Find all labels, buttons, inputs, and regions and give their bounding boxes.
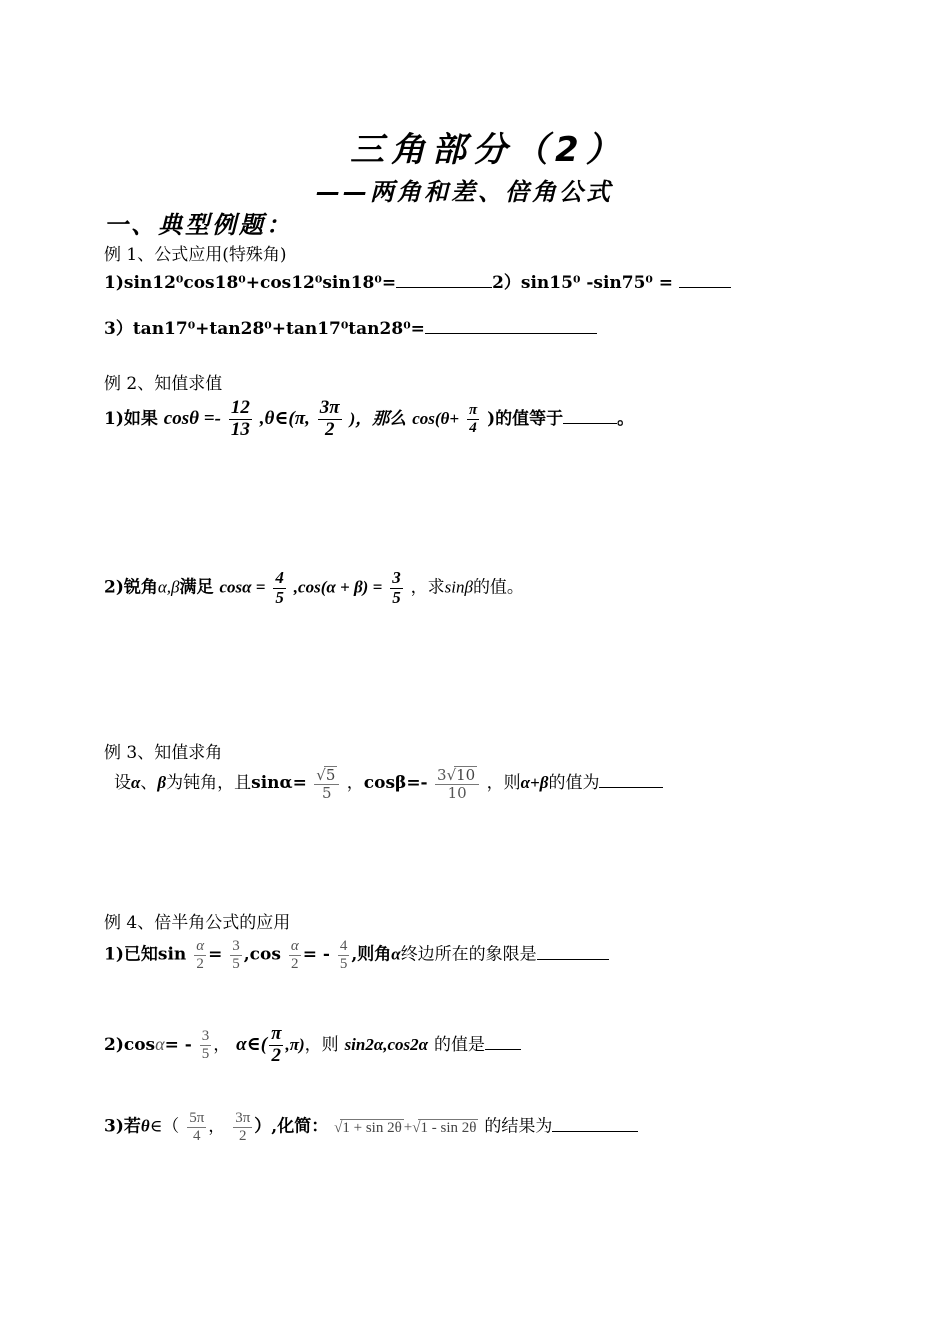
ex2-q2-mid: 满足	[179, 577, 214, 598]
ex4-q1-cos: ,cos	[243, 944, 281, 965]
ex4-q3-plus: +	[403, 1119, 413, 1136]
ex3-cos: cosβ=-	[363, 773, 428, 793]
ex4-q3-prefix: 3)若	[104, 1116, 141, 1137]
ex4-q3-theta: θ	[140, 1116, 150, 1136]
ex3-sep: 、	[140, 773, 158, 793]
ex3-text: 的值为	[548, 773, 600, 793]
sqrt-expression-2: √1 - sin 2θ	[412, 1119, 477, 1136]
ex2-q1-expr-d: cos(θ+	[412, 408, 460, 428]
ex3-comma: ，	[346, 773, 364, 793]
example-2-heading: 例 2、知值求值	[104, 374, 223, 394]
fraction-pi-4: $\frac{\pi}{4}$	[468, 402, 478, 436]
fraction-3sqrt10-10: $\frac{3√10}{10}$	[435, 766, 479, 801]
ex4-q1-eq: = -	[302, 944, 330, 965]
ex4-q2-eq: = -	[164, 1034, 192, 1055]
example-4-question-1	[104, 938, 609, 972]
ex4-q2-prefix: 2)cos	[104, 1034, 156, 1055]
ex4-q1-tail: ,则角	[351, 944, 392, 965]
ex4-q1-alpha: α	[391, 944, 401, 964]
ex4-q1-sin: sin	[157, 944, 187, 965]
example-1-question-1	[104, 268, 731, 293]
fraction-sqrt5-5: $\frac{√5}{5}$	[314, 766, 339, 801]
ex2-q1-prefix: 1)如果	[104, 408, 158, 429]
ex2-q1-expr-c: )，那么	[349, 408, 407, 428]
ex4-q3-in: ∈（	[149, 1116, 180, 1137]
fraction-3-5: $\frac{3}{5}$	[201, 1028, 210, 1062]
ex2-q2-tail2: 的值。	[472, 577, 524, 598]
answer-blank	[537, 945, 609, 960]
example-4-question-2	[104, 1024, 521, 1067]
ex3-alpha-plus-beta: α+β	[520, 773, 549, 792]
ex2-q1-expr-a: cosθ =-	[163, 407, 221, 429]
document-title: 三角部分（2）	[350, 130, 627, 170]
ex4-q1-tail: 终边所在的象限是	[400, 944, 537, 965]
answer-blank	[599, 773, 663, 788]
answer-blank	[563, 409, 617, 424]
ex3-alpha: α	[131, 773, 141, 792]
fraction-3-5: $\frac{3}{5}$	[232, 938, 240, 972]
answer-blank	[679, 273, 731, 288]
ex4-q2-interval-end: ,π)	[285, 1034, 305, 1054]
answer-blank	[485, 1035, 521, 1050]
fraction-pi-2: $\frac{\pi}{2}$	[271, 1023, 282, 1066]
ex4-q3-comma: ，	[208, 1116, 226, 1137]
fraction-5pi-4: $\frac{5\pi}{4}$	[189, 1110, 205, 1144]
ex4-q2-expr: sin2α,cos2α	[344, 1034, 429, 1054]
example-3-question	[114, 766, 663, 801]
ex4-q3-tail: 的结果为	[484, 1116, 553, 1137]
fraction-alpha-2: $\frac{\alpha}{2}$	[196, 938, 205, 972]
example-4-heading: 例 4、倍半角公式的应用	[104, 913, 291, 933]
fraction-3-5: $\frac{3}{5}$	[392, 568, 401, 607]
fraction-3pi-2: $\frac{3\pi}{2}$	[319, 397, 340, 440]
ex4-q2-tail: 的值是	[434, 1034, 485, 1055]
example-2-question-1	[104, 398, 634, 441]
ex3-text: 设	[114, 773, 131, 793]
answer-blank	[425, 319, 597, 334]
ex2-q2-expr-c: sinβ	[444, 577, 473, 597]
ex2-q1-expr-b: ,θ∈(π,	[259, 407, 310, 429]
fraction-4-5: $\frac{4}{5}$	[275, 568, 284, 607]
ex1-q1-text: 1)sin12⁰cos18⁰+cos12⁰sin18⁰=	[104, 273, 397, 293]
ex1-q3-text: 3）tan17⁰+tan28⁰+tan17⁰tan28⁰=	[104, 319, 425, 339]
section-heading: 一、典型例题：	[104, 211, 293, 239]
ex2-q2-expr-b: ,cos(α + β) =	[293, 577, 383, 597]
ex4-q1-prefix: 1)已知	[104, 944, 158, 965]
answer-blank	[552, 1117, 638, 1132]
example-3-heading: 例 3、知值求角	[104, 743, 223, 763]
ex2-q2-vars: α,β	[157, 577, 180, 597]
fraction-4-5: $\frac{4}{5}$	[339, 938, 348, 972]
ex4-q2-interval: α∈(	[236, 1033, 268, 1055]
ex2-q1-suffix: 。	[617, 408, 635, 429]
ex2-q2-expr-a: cosα =	[219, 577, 266, 597]
example-2-question-2	[104, 569, 524, 607]
document-subtitle: ——两角和差、倍角公式	[316, 178, 613, 206]
ex3-text: 为钝角，且	[166, 773, 252, 793]
ex2-q2-prefix: 2)锐角	[104, 577, 158, 598]
example-1-heading: 例 1、公式应用(特殊角)	[104, 245, 287, 265]
ex1-q2-text: 2）sin15⁰ -sin75⁰ =	[492, 273, 674, 293]
ex2-q2-tail1: ，求	[410, 577, 445, 598]
sqrt-expression-1: √1 + sin 2θ	[334, 1119, 402, 1136]
ex4-q3-close: ）,化简：	[254, 1116, 329, 1137]
ex3-beta: β	[157, 773, 167, 792]
example-1-question-3	[104, 314, 597, 339]
example-4-question-3	[104, 1110, 638, 1144]
fraction-3pi-2: $\frac{3\pi}{2}$	[235, 1110, 251, 1144]
ex4-q1-eq: =	[208, 944, 223, 965]
ex4-q2-alpha: α	[155, 1033, 165, 1054]
answer-blank	[396, 273, 492, 288]
ex2-q1-expr-e: )的值等于	[487, 408, 564, 429]
fraction-12-13: $\frac{12}{13}$	[230, 397, 250, 440]
ex3-sin: sinα=	[251, 773, 307, 793]
fraction-alpha-2: $\frac{\alpha}{2}$	[290, 938, 299, 972]
ex4-q2-comma: ，	[213, 1034, 231, 1055]
ex3-text: ，则	[486, 773, 521, 793]
ex4-q2-then: ，则	[304, 1034, 339, 1055]
